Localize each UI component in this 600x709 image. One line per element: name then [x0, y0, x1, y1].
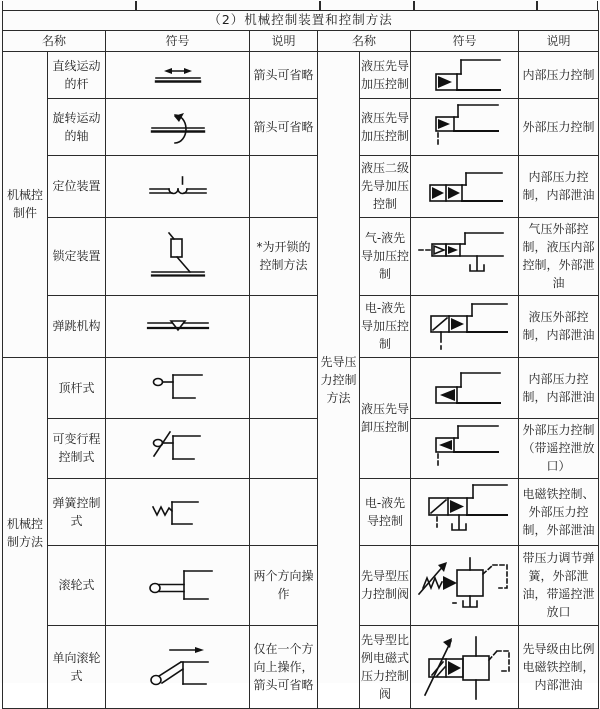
left-row-desc: 箭头可省略	[250, 51, 318, 98]
header-name-right: 名称	[318, 30, 411, 51]
left-row-name: 锁定装置	[48, 217, 106, 295]
electro-hydraulic-control-symbol	[413, 480, 516, 544]
left-row-desc	[250, 155, 318, 217]
right-row-name: 液压先导加压控制	[360, 98, 411, 155]
previous-table-remnant	[2, 1, 598, 10]
left-row-name: 定位装置	[48, 155, 106, 217]
group-label-mechanical-control-parts: 机械控制件	[3, 51, 48, 357]
right-row-desc: 先导级由比例电磁铁控制，内部泄油	[519, 625, 599, 708]
table-title-row	[3, 11, 599, 31]
roller-symbol	[108, 564, 247, 606]
variable-stroke-symbol	[108, 428, 247, 468]
right-row-desc: 带压力调节弹簧，外部泄油，带遥控泄放口	[519, 545, 599, 625]
linear-motion-rod-symbol	[108, 62, 247, 88]
pilot-unload-internal-symbol	[413, 366, 516, 410]
right-row-name: 电-液先导控制	[360, 478, 411, 545]
table-row	[3, 357, 599, 418]
right-row-desc: 液压外部控制，内部泄油	[519, 295, 599, 357]
table-header-row	[3, 30, 599, 51]
left-row-desc: 仅在一个方向上操作，箭头可省略	[250, 625, 318, 708]
rotating-shaft-symbol	[108, 107, 247, 147]
header-symbol-right: 符号	[411, 30, 519, 51]
table-row	[3, 625, 599, 708]
left-row-name: 旋转运动的轴	[48, 98, 106, 155]
group-label-pilot-pressure-control: 先导压力控制方法	[318, 51, 360, 708]
two-stage-pilot-symbol	[413, 164, 516, 208]
left-row-desc	[250, 478, 318, 545]
right-row-name: 液压二级先导加压控制	[360, 155, 411, 217]
table-row	[3, 478, 599, 545]
left-row-desc: 箭头可省略	[250, 98, 318, 155]
right-row-name: 电-液先导加压控制	[360, 295, 411, 357]
table-row	[3, 51, 599, 98]
left-row-name: 弹跳机构	[48, 295, 106, 357]
left-row-desc: *为开锁的控制方法	[250, 217, 318, 295]
left-row-name: 单向滚轮式	[48, 625, 106, 708]
right-row-name: 液压先导加压控制	[360, 51, 411, 98]
hydraulic-pilot-internal-symbol	[413, 53, 516, 97]
group-label-mechanical-control-methods: 机械控制方法	[3, 357, 48, 708]
spring-control-symbol	[108, 494, 247, 530]
air-hydraulic-pilot-symbol	[413, 225, 516, 287]
right-row-desc: 内部压力控制，内部泄油	[519, 357, 599, 418]
grid-line	[413, 1, 415, 10]
pilot-pressure-valve-symbol	[413, 548, 516, 622]
one-way-roller-symbol	[108, 642, 247, 692]
right-row-desc: 外部压力控制	[519, 98, 599, 155]
left-row-name: 滚轮式	[48, 545, 106, 625]
header-desc-right: 说明	[519, 30, 599, 51]
left-row-desc	[250, 295, 318, 357]
electro-hydraulic-pilot-symbol	[413, 298, 516, 354]
header-desc-left: 说明	[250, 30, 318, 51]
locking-device-symbol	[108, 228, 247, 284]
left-row-name: 直线运动的杆	[48, 51, 106, 98]
right-row-desc: 外部压力控制（带遥控泄放口）	[519, 418, 599, 478]
left-row-desc	[250, 418, 318, 478]
table-title: （2）机械控制装置和控制方法	[3, 11, 599, 31]
right-row-desc: 内部压力控制	[519, 51, 599, 98]
header-name-left: 名称	[3, 30, 106, 51]
grid-line	[135, 1, 137, 10]
left-row-name: 可变行程控制式	[48, 418, 106, 478]
control-methods-table	[2, 10, 599, 709]
left-row-desc	[250, 357, 318, 418]
table-row	[3, 418, 599, 478]
table-row	[3, 295, 599, 357]
pilot-unload-external-symbol	[413, 421, 516, 475]
right-row-desc: 气压外部控制，液压内部控制，外部泄油	[519, 217, 599, 295]
detent-symbol	[108, 173, 247, 199]
right-row-name: 先导型压力控制阀	[360, 545, 411, 625]
plunger-symbol	[108, 369, 247, 407]
left-row-name: 顶杆式	[48, 357, 106, 418]
right-row-name: 液压先导卸压控制	[360, 357, 411, 478]
grid-line	[536, 1, 538, 10]
table-row	[3, 217, 599, 295]
header-symbol-left: 符号	[106, 30, 250, 51]
right-row-desc: 内部压力控制，内部泄油	[519, 155, 599, 217]
left-row-name: 弹簧控制式	[48, 478, 106, 545]
pilot-proportional-valve-symbol	[413, 627, 516, 707]
left-row-desc: 两个方向操作	[250, 545, 318, 625]
right-row-desc: 电磁铁控制、外部压力控制，外部泄油	[519, 478, 599, 545]
grid-line	[319, 1, 321, 10]
over-center-symbol	[108, 315, 247, 337]
table-row	[3, 545, 599, 625]
table-row	[3, 155, 599, 217]
hydraulic-pilot-external-symbol	[413, 100, 516, 154]
right-row-name: 先导型比例电磁式压力控制阀	[360, 625, 411, 708]
table-row	[3, 98, 599, 155]
right-row-name: 气-液先导加压控制	[360, 217, 411, 295]
